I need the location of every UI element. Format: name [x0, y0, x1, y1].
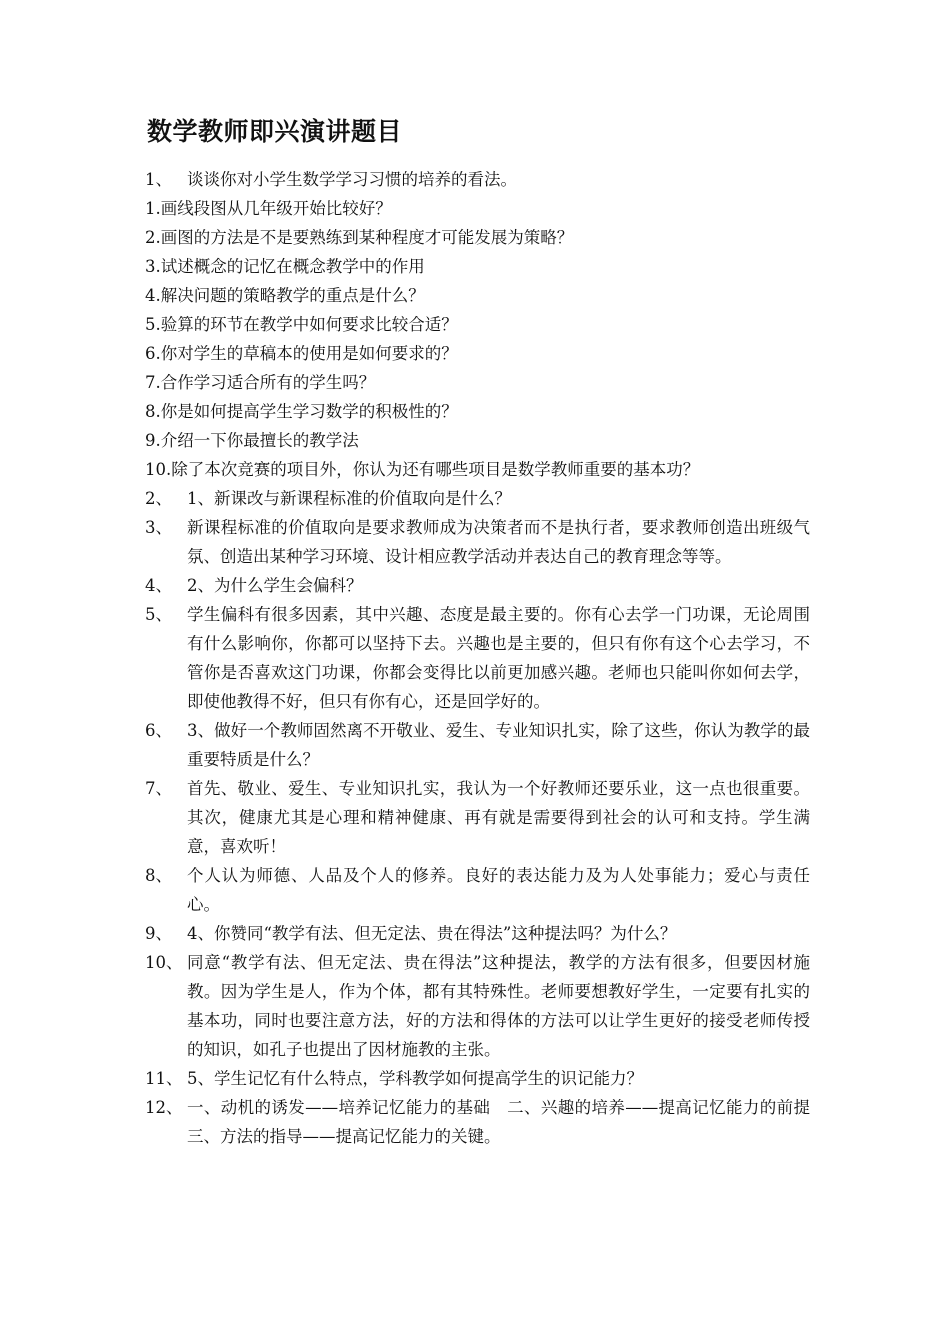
item-number: 7、 [145, 779, 172, 798]
item-number: 1、 [145, 170, 172, 189]
question-line: 1.画线段图从几年级开始比较好？ [145, 199, 392, 218]
document-body [145, 165, 810, 1151]
numbered-item [145, 484, 810, 513]
item-text: 3、做好一个教师固然离不开敬业、爱生、专业知识扎实，除了这些，你认为教学的最重要特质是什么？ [187, 721, 810, 769]
numbered-item [145, 513, 810, 571]
numbered-item [145, 571, 810, 600]
item-text: 5、学生记忆有什么特点，学科教学如何提高学生的识记能力？ [187, 1069, 643, 1088]
item-number: 4、 [145, 576, 172, 595]
question-line: 4.解决问题的策略教学的重点是什么？ [145, 286, 425, 305]
intro-item [145, 165, 810, 194]
item-text: 个人认为师德、人品及个人的修养。良好的表达能力及为人处事能力；爱心与责任心。 [187, 866, 810, 914]
numbered-item [145, 861, 810, 919]
question-line: 9.介绍一下你最擅长的教学法 [145, 431, 359, 450]
item-number: 10、 [145, 953, 183, 972]
question-line: 8.你是如何提高学生学习数学的积极性的？ [145, 402, 458, 421]
item-text: 新课程标准的价值取向是要求教师成为决策者而不是执行者，要求教师创造出班级气氛、创造出某种学习环境、设计相应教学活动并表达自己的教育理念等等。 [187, 518, 810, 566]
item-number: 12、 [145, 1098, 183, 1117]
numbered-item [145, 1093, 810, 1151]
item-text: 学生偏科有很多因素，其中兴趣、态度是最主要的。你有心去学一门功课，无论周围有什么影响你，你都可以坚持下去。兴趣也是主要的，但只有你有这个心去学习，不管你是否喜欢这门功课，你都会变得比以前更加感兴趣。老师也只能叫你如何去学，即使他教得不好，但只有你有心，还是回学好的。 [187, 605, 810, 711]
numbered-item [145, 716, 810, 774]
question-line: 7.合作学习适合所有的学生吗？ [145, 373, 376, 392]
item-text: 同意“教学有法、但无定法、贵在得法”这种提法，教学的方法有很多，但要因材施教。因为学生是人，作为个体，都有其特殊性。老师要想教好学生，一定要有扎实的基本功，同时也要注意方法，好的方法和得体的方法可以让学生更好的接受老师传授的知识，如孔子也提出了因材施教的主张。 [187, 953, 810, 1059]
question-line: 3.试述概念的记忆在概念教学中的作用 [145, 257, 425, 276]
item-text: 一、动机的诱发——培养记忆能力的基础 二、兴趣的培养——提高记忆能力的前提 三、方法的指导——提高记忆能力的关键。 [187, 1098, 810, 1146]
question-line: 5.验算的环节在教学中如何要求比较合适？ [145, 315, 458, 334]
item-number: 11、 [145, 1069, 183, 1088]
item-text: 谈谈你对小学生数学学习习惯的培养的看法。 [187, 170, 517, 189]
question-line: 2.画图的方法是不是要熟练到某种程度才可能发展为策略？ [145, 228, 574, 247]
item-text: 首先、敬业、爱生、专业知识扎实，我认为一个好教师还要乐业，这一点也很重要。 其次，健康尤其是心理和精神健康、再有就是需要得到社会的认可和支持。学生满意，喜欢听！ [187, 779, 810, 856]
numbered-item [145, 600, 810, 716]
item-number: 2、 [145, 489, 172, 508]
item-number: 6、 [145, 721, 172, 740]
document-title: 数学教师即兴演讲题目 [147, 117, 403, 146]
item-number: 3、 [145, 518, 172, 537]
question-line: 10.除了本次竞赛的项目外，你认为还有哪些项目是数学教师重要的基本功？ [145, 460, 700, 479]
item-text: 2、为什么学生会偏科？ [187, 576, 363, 595]
numbered-item [145, 774, 810, 861]
item-text: 1、新课改与新课程标准的价值取向是什么？ [187, 489, 511, 508]
numbered-item [145, 1064, 810, 1093]
item-number: 5、 [145, 605, 172, 624]
item-number: 9、 [145, 924, 172, 943]
question-line: 6.你对学生的草稿本的使用是如何要求的？ [145, 344, 458, 363]
item-text: 4、你赞同“教学有法、但无定法、贵在得法”这种提法吗？为什么？ [187, 924, 677, 943]
item-number: 8、 [145, 866, 172, 885]
numbered-item [145, 919, 810, 948]
numbered-item [145, 948, 810, 1064]
